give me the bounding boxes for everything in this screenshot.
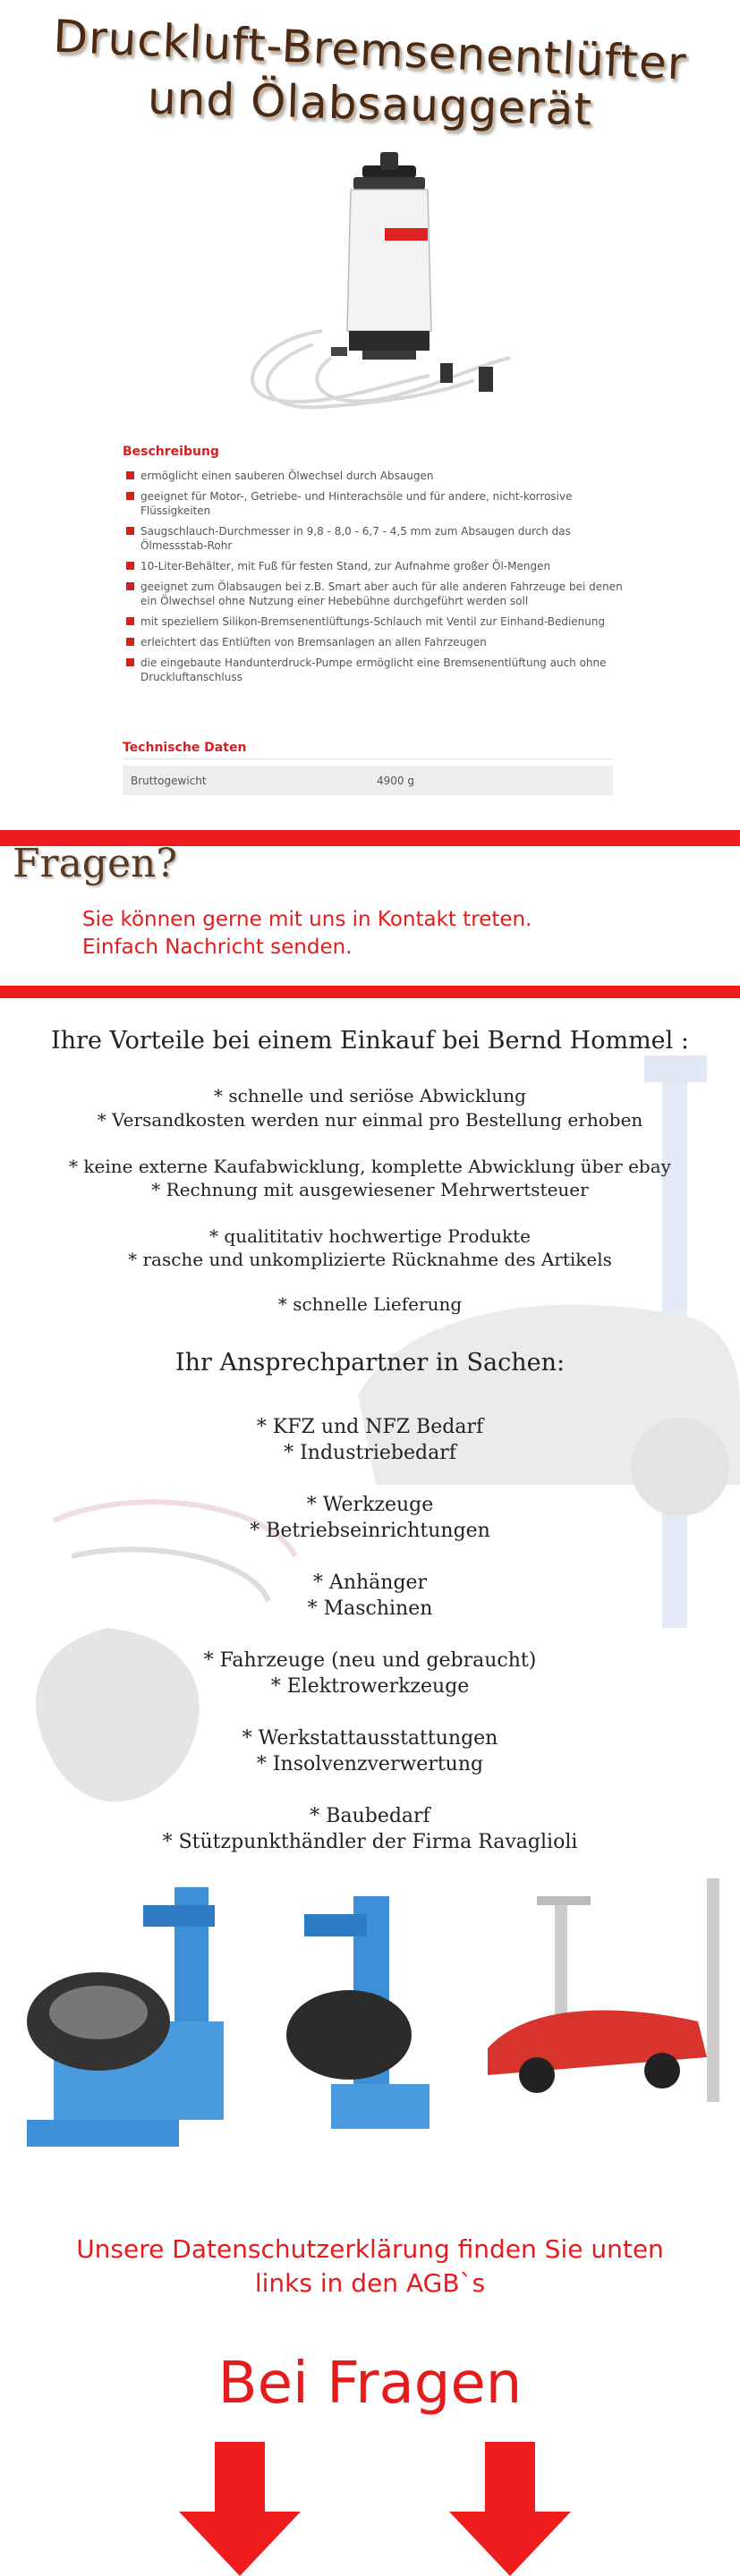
- partner-item: * Maschinen: [307, 1597, 433, 1620]
- product-image: [206, 152, 528, 420]
- equipment-photos: [0, 1878, 740, 2174]
- list-item: Saugschlauch-Durchmesser in 9,8 - 8,0 - 6,7 - 4,5 mm zum Absaugen durch das Ölmessstab-Rohr: [123, 524, 624, 553]
- partner-item: * Anhänger: [312, 1572, 428, 1594]
- tire-machine-photo: [286, 1896, 430, 2129]
- advantage-item: * rasche und unkomplizierte Rücknahme des Artikels: [128, 1249, 612, 1270]
- partner-item: * Baubedarf: [310, 1805, 430, 1827]
- contact-line-1: Sie können gerne mit uns in Kontakt treten.: [82, 908, 532, 931]
- list-item: geeignet zum Ölabsaugen bei z.B. Smart aber auch für alle anderen Fahrzeuge bei denen ein Ölwechsel ohne Nutzung einer Hebebühne durchgeführt werden soll: [123, 580, 624, 608]
- privacy-line-1: Unsere Datenschutzerklärung finden Sie unten: [76, 2234, 664, 2264]
- advantage-item: * Rechnung mit ausgewiesener Mehrwertsteuer: [151, 1179, 589, 1200]
- car-lift-photo: [488, 1878, 719, 2102]
- description-heading: Beschreibung: [123, 445, 219, 459]
- advantage-item: * schnelle und seriöse Abwicklung: [214, 1085, 526, 1106]
- advantage-item: * schnelle Lieferung: [277, 1293, 463, 1315]
- divider: [123, 758, 613, 759]
- partner-item: * Werkstattausstattungen: [242, 1727, 498, 1750]
- partner-item: * Elektrowerkzeuge: [270, 1675, 470, 1698]
- list-item: die eingebaute Handunterdruck-Pumpe ermöglicht eine Bremsenentlüftung auch ohne Druckluftanschluss: [123, 656, 624, 684]
- advantage-item: * keine externe Kaufabwicklung, komplette Abwicklung über ebay: [69, 1156, 671, 1177]
- advantages-title: Ihre Vorteile bei einem Einkauf bei Bernd Hommel :: [51, 1027, 689, 1055]
- tech-heading: Technische Daten: [123, 741, 247, 755]
- partner-item: * Betriebseinrichtungen: [250, 1520, 490, 1542]
- partner-item: * Stützpunkthändler der Firma Ravaglioli: [162, 1831, 578, 1853]
- red-divider: [0, 986, 740, 998]
- title-line-2: und Ölabsauggerät: [147, 72, 593, 136]
- partner-item: * KFZ und NFZ Bedarf: [256, 1416, 484, 1438]
- description-list: [123, 469, 624, 691]
- partner-item: * Werkzeuge: [306, 1494, 434, 1516]
- title-line-1: Druckluft-Bremsenentlüfter: [52, 10, 688, 90]
- advantage-item: * Versandkosten werden nur einmal pro Bestellung erhoben: [97, 1109, 643, 1131]
- partner-item: * Industriebedarf: [284, 1442, 456, 1464]
- list-item: ermöglicht einen sauberen Ölwechsel durch Absaugen: [123, 469, 624, 483]
- page-title: [0, 10, 740, 136]
- contact-line-2: Einfach Nachricht senden.: [82, 936, 353, 959]
- table-row: [123, 766, 613, 795]
- list-item: 10-Liter-Behälter, mit Fuß für festen Stand, zur Aufnahme großer Öl-Mengen: [123, 559, 624, 573]
- background-illustration: [0, 1020, 740, 1914]
- down-arrow-icon: [449, 2442, 571, 2576]
- partner-item: * Fahrzeuge (neu und gebraucht): [203, 1649, 537, 1672]
- arrows: [0, 2442, 740, 2576]
- contact-title: Fragen?: [13, 841, 177, 886]
- partner-item: * Insolvenzverwertung: [256, 1753, 484, 1775]
- privacy-line-2: links in den AGB`s: [254, 2268, 486, 2298]
- footer-title: Bei Fragen: [217, 2351, 523, 2417]
- container: [347, 190, 431, 331]
- tech-label: Bruttogewicht: [131, 775, 207, 787]
- partner-title: Ihr Ansprechpartner in Sachen:: [174, 1349, 566, 1377]
- tire-changer-photo: [27, 1887, 224, 2147]
- tech-value: 4900 g: [377, 775, 414, 787]
- list-item: erleichtert das Entlüften von Bremsanlagen an allen Fahrzeugen: [123, 635, 624, 649]
- list-item: mit speziellem Silikon-Bremsenentlüftungs-Schlauch mit Ventil zur Einhand-Bedienung: [123, 614, 624, 629]
- advantage-item: * qualititativ hochwertige Produkte: [209, 1225, 531, 1247]
- lid: [353, 177, 425, 190]
- down-arrow-icon: [179, 2442, 301, 2576]
- list-item: geeignet für Motor-, Getriebe- und Hinterachsöle und für andere, nicht-korrosive Flüssigkeiten: [123, 489, 624, 518]
